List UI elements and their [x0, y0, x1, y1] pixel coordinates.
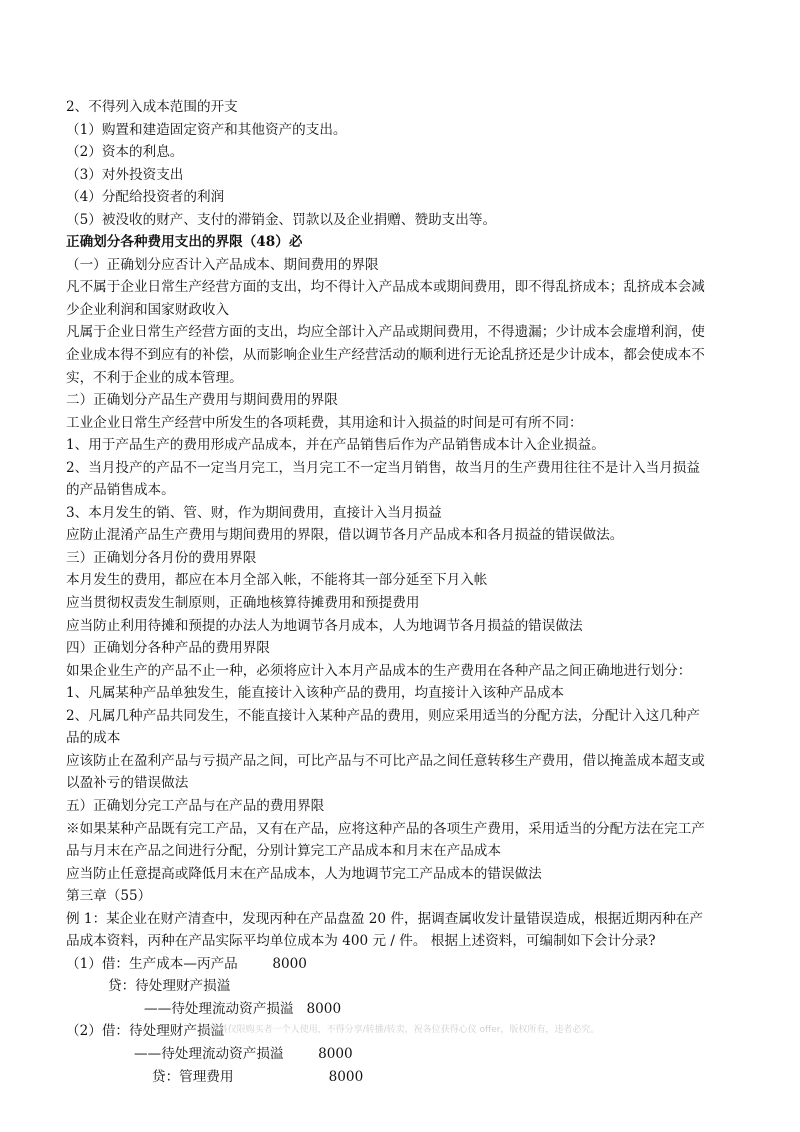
- text-line: 应防止混淆产品生产费用与期间费用的界限，借以调节各月产品成本和各月损益的错误做法。: [66, 527, 624, 544]
- text-line: 本月发生的费用，都应在本月全部入帐，不能将其一部分延至下月入帐: [66, 572, 488, 589]
- text-line: 品的成本: [66, 730, 121, 747]
- text-line: 1、凡属某种产品单独发生，能直接计入该种产品的费用，均直接计入该种产品成本: [66, 685, 565, 702]
- text-line: 应当防止任意提高或降低月末在产品成本，人为地调节完工产品成本的错误做法: [66, 865, 542, 882]
- journal-entry-line: ——待处理流动资产损溢 8000: [144, 1000, 342, 1017]
- text-line: 1、用于产品生产的费用形成产品成本，并在产品销售后作为产品销售成本计入企业损益。: [66, 437, 605, 454]
- journal-entry-line: （1）借：生产成本—丙产品 8000: [66, 955, 307, 972]
- text-line: （5）被没收的财产、支付的滞销金、罚款以及企业捐赠、赞助支出等。: [66, 211, 497, 228]
- text-line: 工业企业日常生产经营中所发生的各项耗费，其用途和计入损益的时间是可有所不同：: [66, 414, 583, 431]
- text-line: 如果企业生产的产品不止一种，必须将应计入本月产品成本的生产费用在各种产品之间正确地进行划分：: [66, 662, 692, 679]
- text-line: 2、不得列入成本范围的开支: [66, 99, 238, 115]
- text-line: 第三章（55）: [66, 888, 152, 905]
- text-line: 企业成本得不到应有的补偿，从而影响企业生产经营活动的顺利进行无论乱挤还是少计成本，都会使成本不: [66, 347, 705, 364]
- journal-entry-line: ——待处理流动资产损溢 8000: [134, 1045, 353, 1062]
- text-line: 凡不属于企业日常生产经营方面的支出，均不得计入产品成本或期间费用，即不得乱挤成本；乱挤成本会减: [66, 279, 705, 296]
- text-line: （2）资本的利息。: [66, 144, 184, 161]
- section-heading: 正确划分各种费用支出的界限（48）必: [66, 234, 303, 251]
- text-line: 2、凡属几种产品共同发生，不能直接计入某种产品的费用，则应采用适当的分配方法，分配计入这几种产: [66, 707, 700, 724]
- text-line: 3、本月发生的销、管、财，作为期间费用，直接计入当月损益: [66, 504, 442, 521]
- text-line: 应该防止在盈利产品与亏损产品之间，可比产品与不可比产品之间任意转移生产费用，借以掩盖成本超支或: [66, 752, 705, 769]
- text-line: 应当防止利用待摊和预提的办法人为地调节各月成本，人为地调节各月损益的错误做法: [66, 617, 583, 634]
- text-line: ※如果某种产品既有完工产品，又有在产品，应将这种产品的各项生产费用，采用适当的分配方法在完工产: [66, 820, 705, 837]
- text-line: 的产品销售成本。: [66, 482, 175, 499]
- text-line: （1）购置和建造固定资产和其他资产的支出。: [66, 121, 347, 138]
- document-body: [66, 96, 738, 1088]
- text-line: 三）正确划分各月份的费用界限: [66, 549, 257, 566]
- journal-entry-line: 贷：管理费用 8000: [152, 1068, 364, 1085]
- text-line: 例 1：某企业在财产清查中，发现丙种在产品盘盈 20 件，据调查属收发计量错误造成，根据近期丙种在产: [66, 910, 704, 927]
- text-line: 2、当月投产的产品不一定当月完工，当月完工不一定当月销售，故当月的生产费用往往不是计入当月损益: [66, 459, 700, 476]
- text-line: （4）分配给投资者的利润: [66, 189, 225, 206]
- journal-entry-line: （2）借：待处理财产损溢: [66, 1023, 225, 1040]
- text-line: 以盈补亏的错误做法: [66, 775, 189, 792]
- text-line: 二）正确划分产品生产费用与期间费用的界限: [66, 392, 338, 409]
- text-line: （3）对外投资支出: [66, 166, 184, 183]
- text-line: （一）正确划分应否计入产品成本、期间费用的界限: [66, 256, 379, 273]
- text-line: 少企业利润和国家财政收入: [66, 301, 230, 318]
- text-line: 五）正确划分完工产品与在产品的费用界限: [66, 797, 325, 814]
- text-line: 品成本资料，丙种在产品实际平均单位成本为 400 元 / 件。 根据上述资料，可编制如下会计分录?: [66, 933, 656, 950]
- text-line: 凡属于企业日常生产经营方面的支出，均应全部计入产品或期间费用，不得遗漏；少计成本会虚增利润，使: [66, 324, 705, 341]
- footer-notice: 本资料仅限购买者一个人使用，不得分享/转播/转卖，祝各位获得心仪 offer，版权所有，违者必究。: [200, 1025, 600, 1035]
- text-line: 四）正确划分各种产品的费用界限: [66, 640, 270, 657]
- text-line: 实，不利于企业的成本管理。: [66, 369, 243, 386]
- text-line: 品与月末在产品之间进行分配，分别计算完工产品成本和月末在产品成本: [66, 843, 501, 860]
- journal-entry-line: 贷：待处理财产损溢: [108, 978, 231, 995]
- text-line: 应当贯彻权责发生制原则，正确地核算待摊费用和预提费用: [66, 595, 420, 612]
